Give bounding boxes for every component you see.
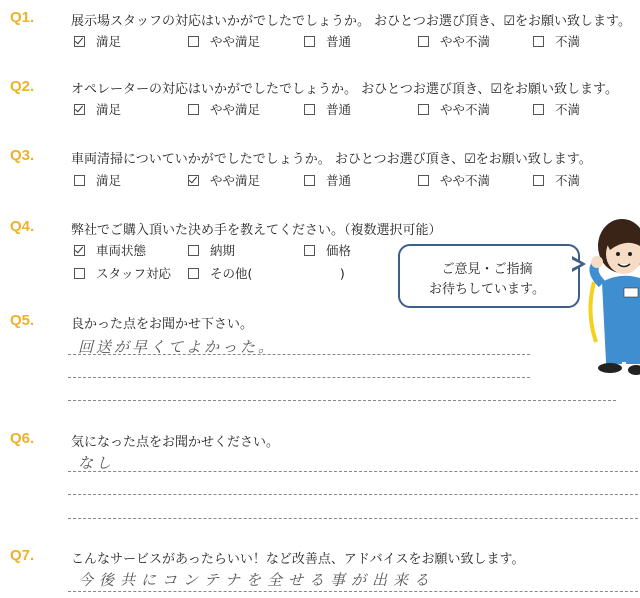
option-somewhat-satisfied[interactable]: やや満足 [188,100,260,118]
question-text: 展示場スタッフの対応はいかがでしたでしょうか。 おひとつお選び頂き、☑をお願い致します。 [71,14,631,29]
option-somewhat-dissatisfied[interactable]: やや不満 [418,32,490,50]
option-somewhat-satisfied[interactable]: やや満足 [188,171,260,189]
checkbox-icon [74,175,85,186]
option-satisfied[interactable]: 満足 [74,100,121,118]
question-text: 良かった点をお聞かせ下さい。 [71,317,254,332]
answer-line [68,354,530,355]
checkbox-icon [74,245,85,256]
option-other[interactable]: その他( ) [188,264,345,282]
staff-mascot-illustration [580,212,640,382]
checkbox-icon [188,175,199,186]
option-price[interactable]: 価格 [304,241,351,259]
checkbox-icon [188,245,199,256]
question-text: 車両清掃についていかがでしたでしょうか。 おひとつお選び頂き、☑をお願い致します。 [71,152,592,167]
option-neutral[interactable]: 普通 [304,171,351,189]
answer-line [68,591,638,592]
checkbox-icon [188,268,199,279]
checkbox-icon [304,245,315,256]
question-text: こんなサービスがあったらいい！など改善点、アドバイスをお願い致します。 [71,552,525,567]
option-neutral[interactable]: 普通 [304,32,351,50]
handwritten-answer[interactable]: 今後共にコンテナを全せる事が出来る [78,571,436,589]
option-vehicle-condition[interactable]: 車両状態 [74,241,146,259]
checkbox-icon [418,104,429,115]
option-satisfied[interactable]: 満足 [74,32,121,50]
question-text: 弊社でご購入頂いた決め手を教えてください。（複数選択可能） [71,223,442,238]
answer-line [68,471,638,472]
checkbox-icon [533,36,544,47]
answer-line [68,400,616,401]
option-dissatisfied[interactable]: 不満 [533,100,580,118]
checkbox-icon [418,36,429,47]
bubble-line-1: ご意見・ご指摘 [441,262,533,277]
checkbox-icon [74,268,85,279]
checkbox-icon [304,175,315,186]
option-neutral[interactable]: 普通 [304,100,351,118]
question-number: Q7. [10,547,35,564]
question-number: Q3. [10,147,35,164]
checkbox-icon [74,36,85,47]
option-dissatisfied[interactable]: 不満 [533,32,580,50]
question-number: Q2. [10,78,35,95]
checkbox-icon [418,175,429,186]
option-dissatisfied[interactable]: 不満 [533,171,580,189]
question-number: Q6. [10,430,35,447]
handwritten-answer[interactable]: 回送が早くてよかった。 [78,338,277,356]
option-staff-response[interactable]: スタッフ対応 [74,264,171,282]
checkbox-icon [533,175,544,186]
answer-line [68,377,530,378]
checkbox-icon [304,104,315,115]
checkbox-icon [74,104,85,115]
question-number: Q5. [10,312,35,329]
handwritten-answer[interactable]: なし [78,454,115,472]
answer-line [68,494,638,495]
answer-line [68,518,638,519]
option-somewhat-dissatisfied[interactable]: やや不満 [418,100,490,118]
checkbox-icon [533,104,544,115]
checkbox-icon [304,36,315,47]
checkbox-icon [188,36,199,47]
bubble-line-2: お待ちしています。 [429,282,545,297]
question-number: Q1. [10,9,35,26]
question-text: 気になった点をお聞かせください。 [71,435,280,450]
option-somewhat-dissatisfied[interactable]: やや不満 [418,171,490,189]
question-text: オペレーターの対応はいかがでしたでしょうか。 おひとつお選び頂き、☑をお願い致します。 [71,82,618,97]
question-number: Q4. [10,218,35,235]
checkbox-icon [188,104,199,115]
option-satisfied[interactable]: 満足 [74,171,121,189]
option-somewhat-satisfied[interactable]: やや満足 [188,32,260,50]
option-delivery-time[interactable]: 納期 [188,241,235,259]
